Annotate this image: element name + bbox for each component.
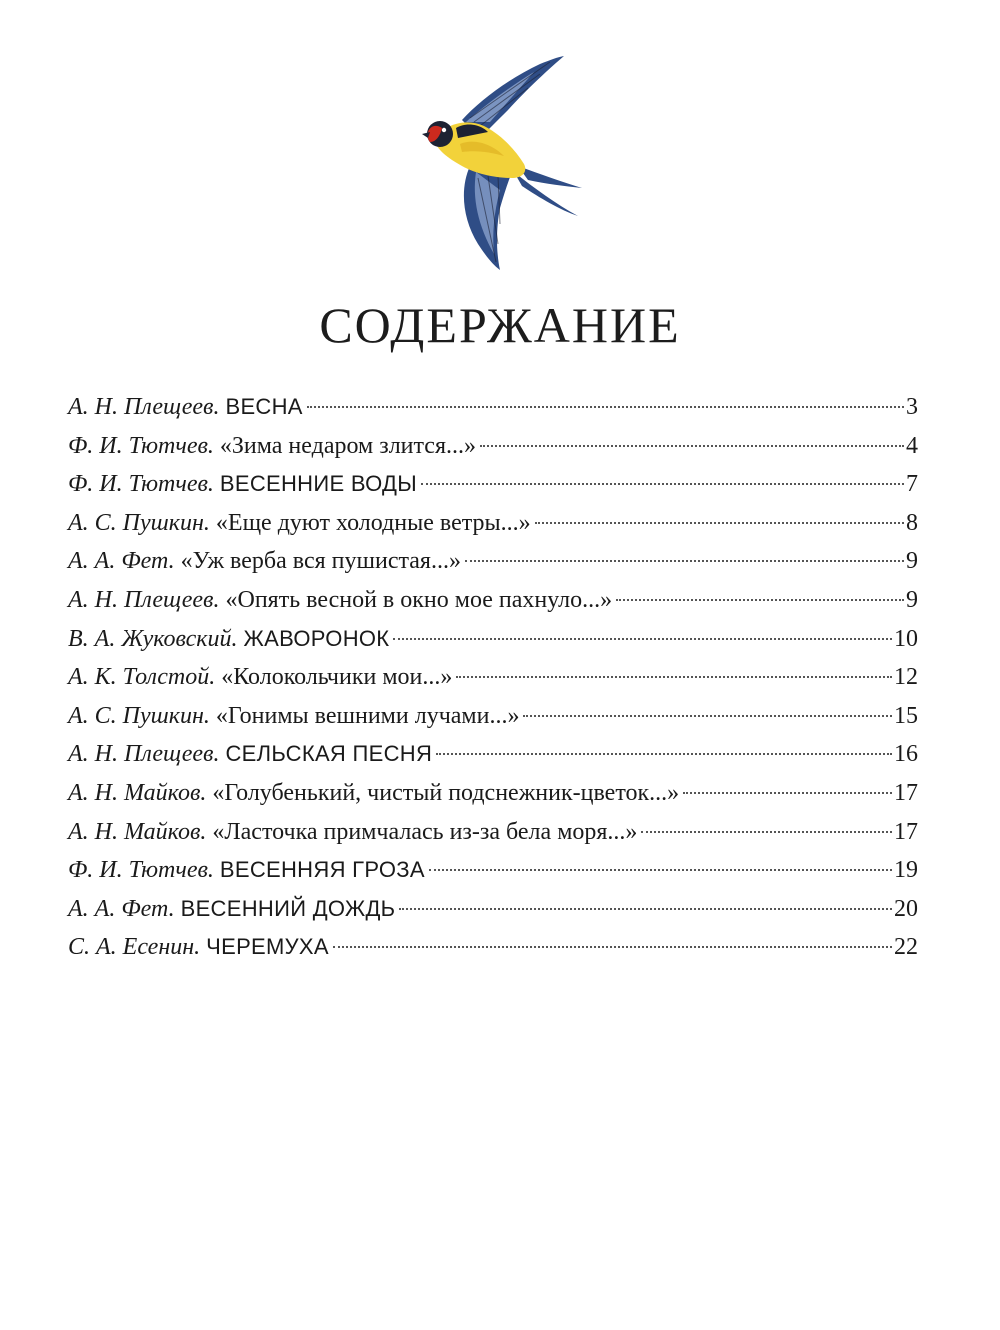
toc-entry: [68, 388, 918, 427]
toc-entry: [68, 542, 918, 581]
toc-entry-title: ЧЕРЕМУХА: [206, 934, 329, 960]
toc-entry-page-number: 10: [894, 625, 918, 652]
dot-leader: [333, 946, 892, 948]
toc-entry: [68, 581, 918, 620]
toc-entry-title: «Гонимы вешними лучами...»: [215, 702, 520, 729]
dot-leader: [523, 715, 892, 717]
toc-entry-title: «Еще дуют холодные ветры...»: [215, 509, 531, 536]
dot-leader: [480, 445, 904, 447]
toc-entry-title: «Голубенький, чистый подснежник-цветок...»: [212, 779, 680, 806]
toc-entry-page-number: 19: [894, 857, 918, 884]
toc-entry: [68, 890, 918, 929]
toc-entry-page-number: 17: [894, 779, 918, 806]
dot-leader: [436, 753, 892, 755]
toc-entry-author: А. С. Пушкин.: [68, 509, 210, 536]
toc-entry: [68, 658, 918, 697]
toc-entry-title: «Колокольчики мои...»: [221, 664, 453, 691]
toc-entry: [68, 620, 918, 659]
toc-entry-author: А. Н. Плещеев.: [68, 586, 220, 613]
toc-entry-title: «Опять весной в окно мое пахнуло...»: [225, 586, 613, 613]
toc-entry-author: А. Н. Майков.: [68, 818, 207, 845]
toc-entry-page-number: 8: [906, 509, 918, 536]
toc-entry-author: А. С. Пушкин.: [68, 702, 210, 729]
dot-leader: [307, 406, 904, 408]
toc-entry: [68, 697, 918, 736]
toc-entry-author: Ф. И. Тютчев.: [68, 432, 214, 459]
toc-entry: [68, 735, 918, 774]
dot-leader: [456, 676, 892, 678]
toc-entry: [68, 465, 918, 504]
dot-leader: [399, 908, 892, 910]
toc-entry-page-number: 9: [906, 586, 918, 613]
toc-entry-title: ВЕСЕННИЕ ВОДЫ: [219, 471, 418, 497]
toc-entry-author: С. А. Есенин.: [68, 934, 201, 961]
toc-entry-page-number: 15: [894, 702, 918, 729]
toc-entry-page-number: 20: [894, 895, 918, 922]
toc-entry-page-number: 17: [894, 818, 918, 845]
toc-entry-author: А. Н. Плещеев.: [68, 394, 220, 420]
toc-entry-author: А. А. Фет.: [68, 548, 175, 575]
toc-entry-page-number: 22: [894, 934, 918, 961]
page-title: СОДЕРЖАНИЕ: [319, 297, 681, 353]
toc-entry: [68, 427, 918, 466]
toc-entry-title: ВЕСЕННИЙ ДОЖДЬ: [180, 895, 396, 921]
toc-entry-page-number: 12: [894, 664, 918, 691]
toc-entry: [68, 851, 918, 890]
toc-entry-title: «Ласточка примчалась из-за бела моря...»: [212, 818, 638, 845]
toc-entry: [68, 813, 918, 852]
toc-entry-author: А. А. Фет.: [68, 895, 175, 922]
table-of-contents: [68, 388, 918, 967]
swallow-bird-icon: [400, 48, 600, 278]
toc-entry: [68, 774, 918, 813]
dot-leader: [535, 522, 904, 524]
toc-entry-page-number: 16: [894, 741, 918, 768]
toc-entry-author: А. Н. Майков.: [68, 779, 207, 806]
toc-entry: [68, 504, 918, 543]
dot-leader: [465, 560, 904, 562]
toc-entry-title: ВЕСЕННЯЯ ГРОЗА: [219, 857, 425, 883]
dot-leader: [393, 638, 892, 640]
toc-entry-title: «Зима недаром злится...»: [219, 432, 476, 459]
toc-entry-author: А. Н. Плещеев.: [68, 741, 220, 768]
toc-entry-author: В. А. Жуковский.: [68, 625, 238, 652]
toc-entry-page-number: 9: [906, 548, 918, 575]
toc-entry-author: Ф. И. Тютчев.: [68, 471, 214, 498]
dot-leader: [429, 869, 892, 871]
toc-entry-author: Ф. И. Тютчев.: [68, 857, 214, 884]
toc-entry: [68, 928, 918, 967]
dot-leader: [683, 792, 892, 794]
toc-entry-page-number: 4: [906, 432, 918, 459]
toc-entry-title: «Уж верба вся пушистая...»: [180, 548, 461, 575]
toc-entry-title: ЖАВОРОНОК: [243, 625, 390, 651]
toc-entry-title: СЕЛЬСКАЯ ПЕСНЯ: [225, 741, 433, 767]
dot-leader: [616, 599, 904, 601]
toc-entry-title: ВЕСНА: [225, 394, 303, 419]
toc-entry-page-number: 7: [906, 471, 918, 498]
toc-entry-page-number: 3: [906, 394, 918, 420]
dot-leader: [421, 483, 904, 485]
dot-leader: [641, 831, 892, 833]
toc-entry-author: А. К. Толстой.: [68, 664, 216, 691]
